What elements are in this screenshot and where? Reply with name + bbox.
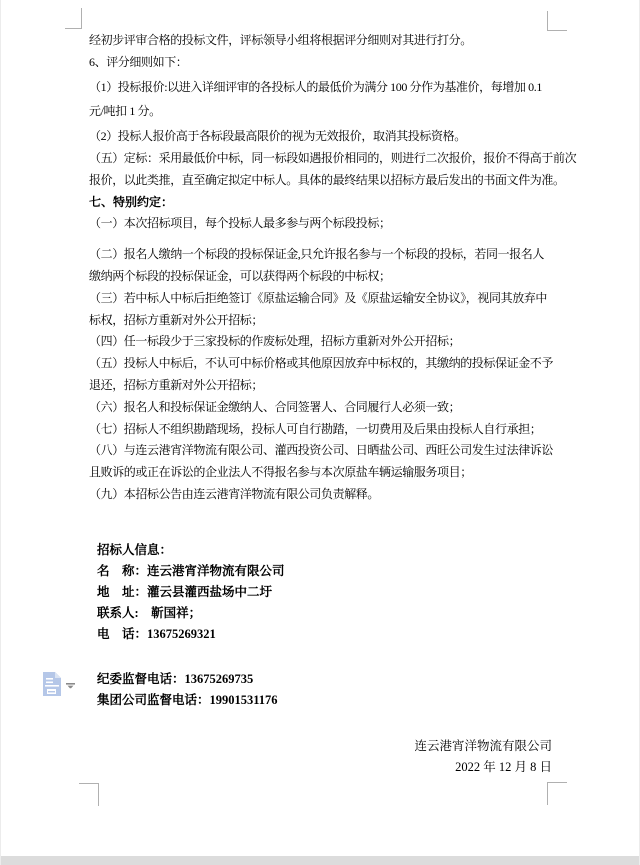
signature-block <box>414 736 552 778</box>
doc-line: 退还，招标方重新对外公开招标； <box>89 377 264 392</box>
doc-line: （四）任一标段少于三家投标的作废标处理，招标方重新对外公开招标； <box>89 334 461 349</box>
page-gap-band <box>1 856 639 865</box>
doc-line: （八）与连云港宵洋物流有限公司、灌西投资公司、日晒盐公司、西旺公司发生过法律诉讼 <box>89 443 554 458</box>
doc-heading-special-terms: 七、特别约定： <box>89 194 174 209</box>
signature-company: 连云港宵洋物流有限公司 <box>414 739 552 753</box>
blank-line <box>97 645 285 669</box>
doc-line: （五）定标：采用最低价中标，同一标段如遇报价相同的，则进行二次报价，报价不得高于前次 <box>89 150 577 165</box>
doc-line: 缴纳两个标段的投标保证金，可以获得两个标段的中标权； <box>89 268 391 283</box>
tenderer-address: 地 址：灌云县灌西盐场中二圩 <box>97 585 273 599</box>
signature-date: 2022 年 12 月 8 日 <box>455 760 552 774</box>
doc-line: 经初步评审合格的投标文件，评标领导小组将根据评分细则对其进行打分。 <box>89 33 472 47</box>
group-supervision-phone: 集团公司监督电话：19901531176 <box>97 693 278 707</box>
tenderer-contact-person: 联系人: 靳国祥； <box>97 606 202 620</box>
doc-line: 报价，以此类推，直至确定拟定中标人。具体的最终结果以招标方最后发出的书面文件为准。 <box>89 172 565 187</box>
body-text-block <box>89 30 577 506</box>
doc-line: （九）本招标公告由连云港宵洋物流有限公司负责解释。 <box>89 486 380 501</box>
document-object-icon[interactable] <box>41 671 63 697</box>
doc-line: （七）招标人不组织勘踏现场，投标人可自行勘踏，一切费用及后果由投标人自行承担； <box>89 421 542 436</box>
doc-line: （2）投标人报价高于各标段最高限价的视为无效报价，取消其投标资格。 <box>89 129 466 144</box>
doc-line: （六）报名人和投标保证金缴纳人、合同签署人、合同履行人必须一致； <box>89 399 461 414</box>
tenderer-info-heading: 招标人信息： <box>97 543 173 557</box>
funnel-marker-icon <box>66 677 75 685</box>
text-boundary-mark-bottom-right <box>547 782 567 805</box>
text-boundary-mark-top-right <box>547 11 567 31</box>
doc-line: （一）本次招标项目，每个投标人最多参与两个标段投标； <box>89 216 391 231</box>
doc-line: （1）投标报价:以进入详细评审的各投标人的最低价为满分 100 分作为基准价，每增加 0.1 <box>89 79 542 94</box>
doc-line: 且败诉的或正在诉讼的企业法人不得报名参与本次原盐车辆运输服务项目； <box>89 465 472 480</box>
tenderer-phone: 电 话：13675269321 <box>97 627 216 641</box>
tenderer-name: 名 称：连云港宵洋物流有限公司 <box>97 564 285 578</box>
doc-line: （二）报名人缴纳一个标段的投标保证金,只允许报名参与一个标段的投标，若同一报名人 <box>89 247 545 262</box>
doc-line: 6、评分细则如下： <box>89 54 188 69</box>
doc-line: （五）投标人中标后，不认可中标价格或其他原因放弃中标权的，其缴纳的投标保证金不予 <box>89 356 554 371</box>
tenderer-info-block <box>97 540 285 711</box>
discipline-supervision-phone: 纪委监督电话：13675269735 <box>97 672 254 686</box>
doc-line: （三）若中标人中标后拒绝签订《原盐运输合同》及《原盐运输安全协议》，视同其放弃中 <box>89 290 548 305</box>
text-boundary-mark-top-left <box>65 8 82 29</box>
doc-line: 元/吨扣 1 分。 <box>89 104 161 119</box>
text-boundary-mark-bottom-left <box>79 783 99 806</box>
doc-line: 标权，招标方重新对外公开招标； <box>89 312 264 327</box>
